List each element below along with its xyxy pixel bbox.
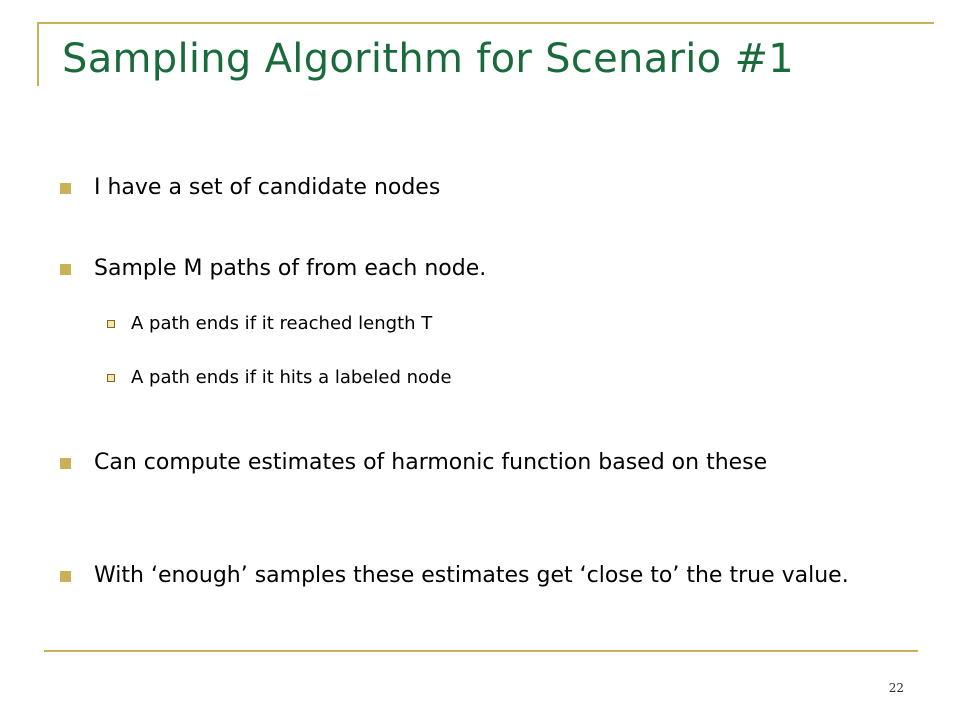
sub-bullet-item: [131, 312, 911, 336]
bullet-text: With ‘enough’ samples these estimates get ‘close to’ the true value.: [94, 563, 849, 588]
sub-bullet-text: A path ends if it reached length T: [131, 313, 433, 334]
sub-bullet-text: A path ends if it hits a labeled node: [131, 367, 452, 388]
bullet-item: [94, 174, 924, 202]
slide-title: Sampling Algorithm for Scenario #1: [62, 36, 795, 82]
bullet-item: [94, 562, 924, 590]
slide-footer-line: [44, 650, 918, 652]
bullet-item: [94, 449, 924, 477]
square-bullet-icon: [60, 458, 71, 469]
bullet-item: [94, 255, 924, 283]
bullet-text: Sample M paths of from each node.: [94, 256, 487, 281]
sub-bullet-item: [131, 366, 911, 390]
square-bullet-icon: [60, 571, 71, 582]
square-bullet-icon: [60, 264, 71, 275]
page-number: 22: [888, 681, 904, 695]
hollow-square-bullet-icon: [107, 374, 115, 382]
hollow-square-bullet-icon: [107, 320, 115, 328]
square-bullet-icon: [60, 183, 71, 194]
bullet-text: Can compute estimates of harmonic function based on these: [94, 450, 768, 475]
bullet-text: I have a set of candidate nodes: [94, 175, 441, 200]
